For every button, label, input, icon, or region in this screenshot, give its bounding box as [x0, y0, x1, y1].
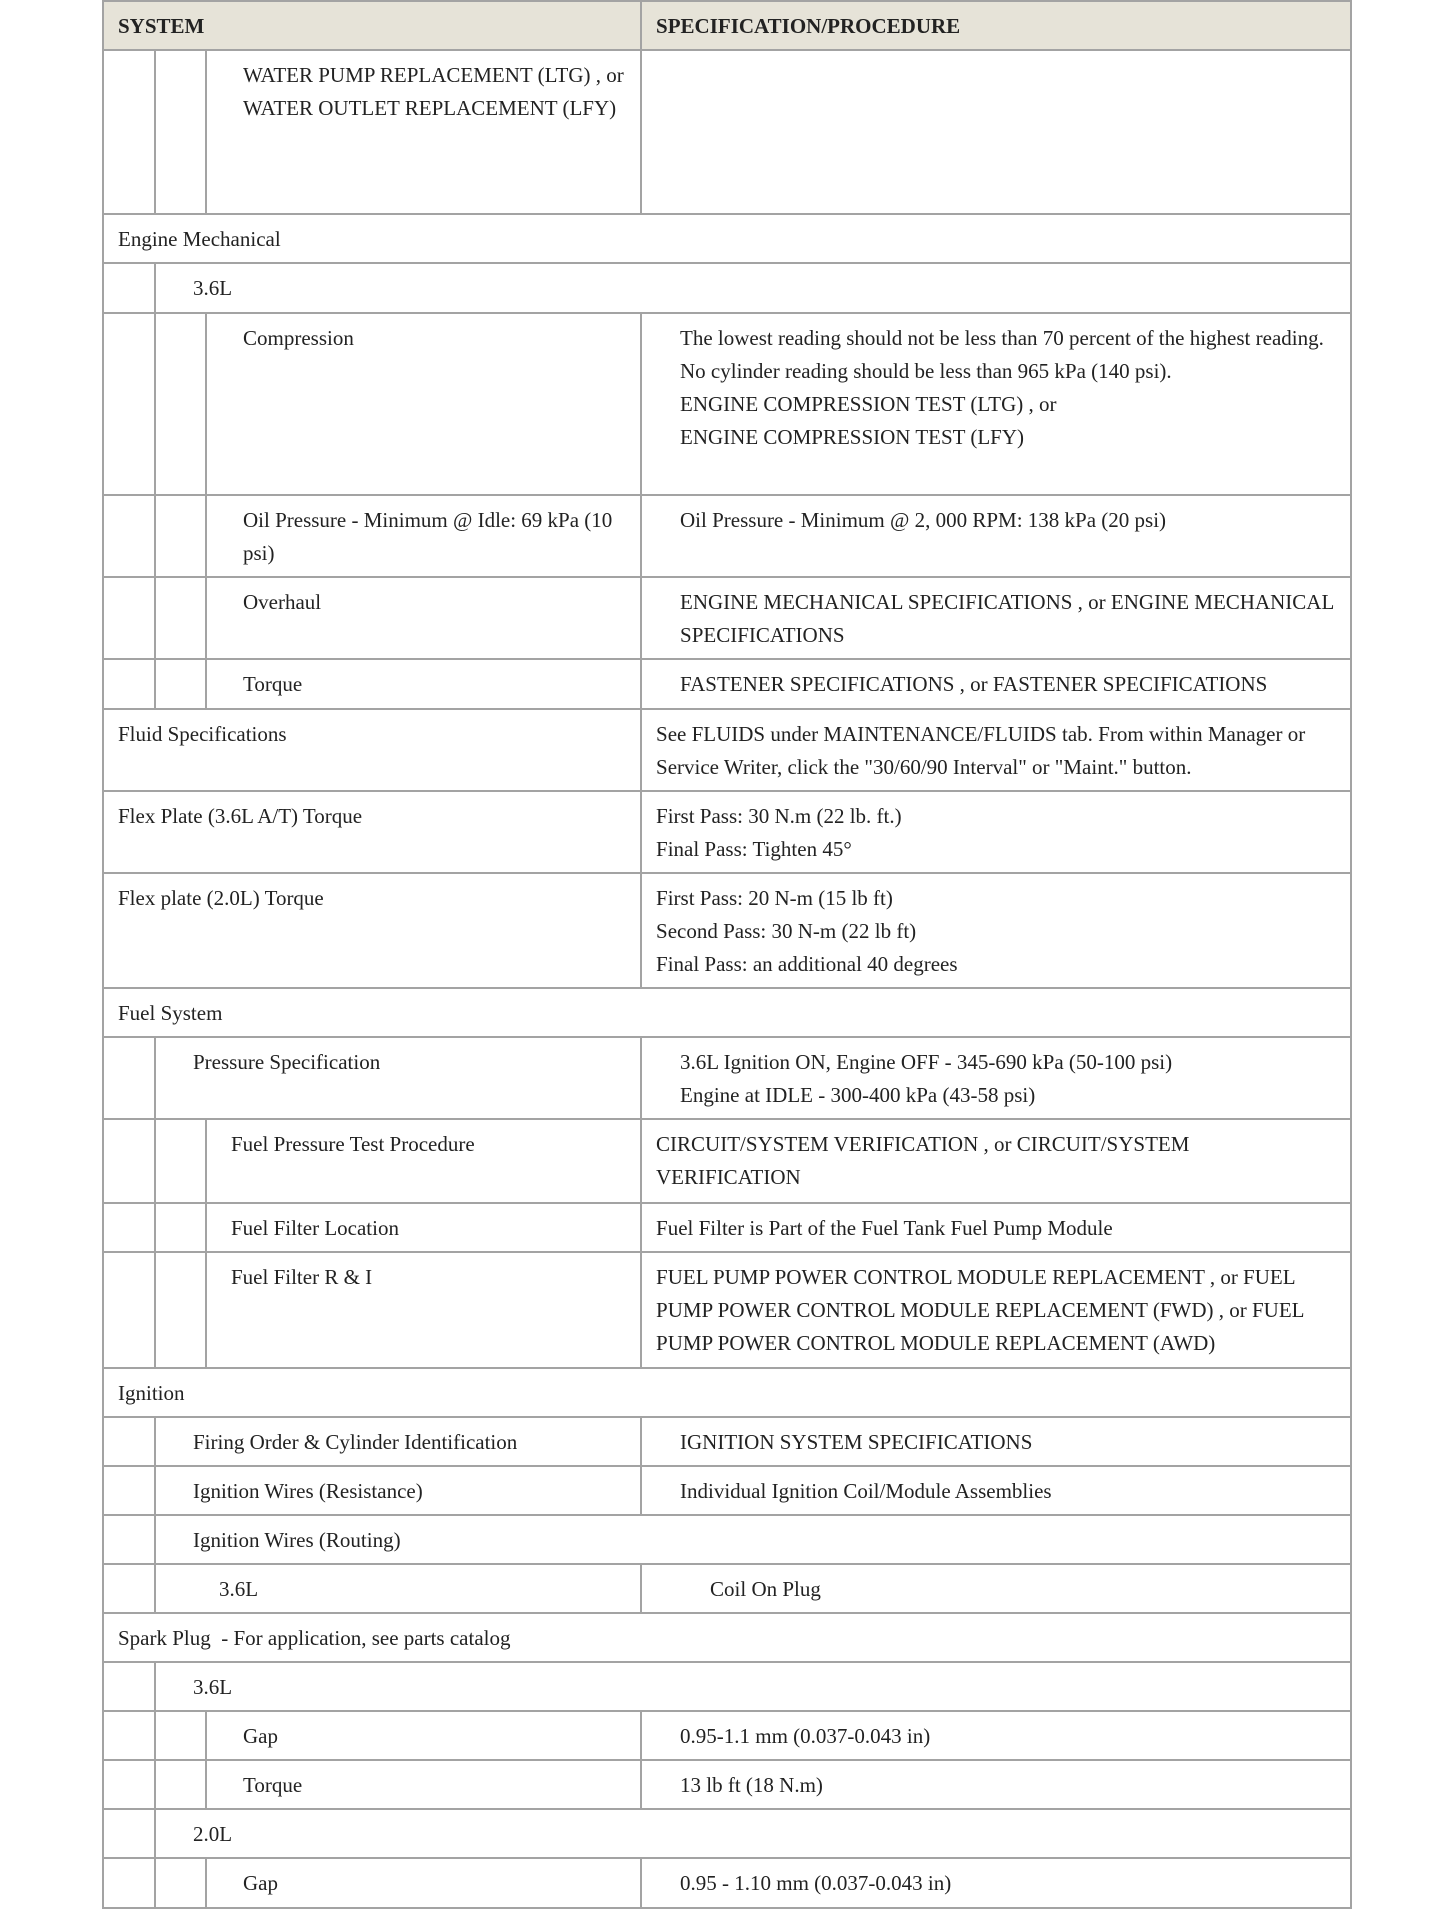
indent-cell [103, 1466, 155, 1515]
indent-cell [103, 1564, 155, 1613]
system-cell [103, 709, 641, 791]
system-label: 3.6L [193, 1675, 233, 1699]
indent-cell [155, 1711, 206, 1760]
specification-text: Second Pass: 30 N-m (22 lb ft) [656, 919, 917, 943]
indent-cell [155, 1203, 206, 1252]
indent-cell [103, 577, 155, 659]
table-row [103, 1564, 1351, 1613]
specification-cell [641, 1858, 1351, 1908]
system-label: Overhaul [243, 590, 322, 614]
table-row [103, 709, 1351, 791]
indent-cell [103, 1662, 155, 1711]
system-cell [103, 1368, 1351, 1417]
indent-cell [103, 495, 155, 577]
system-label: Flex Plate (3.6L A/T) Torque [118, 804, 363, 828]
specification-cell [641, 1760, 1351, 1809]
specification-text: IGNITION SYSTEM SPECIFICATIONS [680, 1430, 1033, 1454]
indent-cell [155, 1760, 206, 1809]
indent-cell [103, 659, 155, 709]
system-label: Fuel Filter Location [231, 1216, 399, 1240]
system-label: Torque [243, 672, 303, 696]
table-header-row [103, 1, 1351, 50]
system-label: Ignition Wires (Resistance) [193, 1479, 423, 1503]
indent-cell [155, 1252, 206, 1368]
specification-cell [641, 1203, 1351, 1252]
system-cell [155, 1037, 641, 1119]
specification-text: First Pass: 30 N.m (22 lb. ft.) [656, 804, 902, 828]
system-cell [103, 1613, 1351, 1662]
system-cell [206, 313, 641, 495]
system-label: Torque [243, 1773, 303, 1797]
system-label: Pressure Specification [193, 1050, 381, 1074]
system-label: Flex plate (2.0L) Torque [118, 886, 324, 910]
table-body [103, 50, 1351, 1908]
indent-cell [155, 50, 206, 214]
specification-text: Individual Ignition Coil/Module Assemblies [680, 1479, 1052, 1503]
system-cell [206, 495, 641, 577]
indent-cell [103, 1760, 155, 1809]
specification-text: ENGINE COMPRESSION TEST (LTG) , or [680, 392, 1057, 416]
specification-text: CIRCUIT/SYSTEM VERIFICATION , or CIRCUIT/SYSTEM VERIFICATION [656, 1132, 1190, 1189]
specification-cell [641, 1711, 1351, 1760]
system-label: 3.6L [193, 276, 233, 300]
system-label: Fluid Specifications [118, 722, 287, 746]
specification-cell [641, 1252, 1351, 1368]
system-cell [155, 1564, 641, 1613]
indent-cell [103, 1711, 155, 1760]
system-cell [206, 1858, 641, 1908]
table-row [103, 1037, 1351, 1119]
system-cell [155, 263, 1351, 313]
system-label: 3.6L [219, 1577, 259, 1601]
indent-cell [103, 313, 155, 495]
table-row [103, 1252, 1351, 1368]
system-label: Fuel Filter R & I [231, 1265, 373, 1289]
specification-text: FASTENER SPECIFICATIONS , or FASTENER SPECIFICATIONS [680, 672, 1268, 696]
system-cell [206, 577, 641, 659]
indent-cell [155, 313, 206, 495]
indent-cell [103, 1858, 155, 1908]
specification-text: 0.95-1.1 mm (0.037-0.043 in) [680, 1724, 931, 1748]
system-cell [206, 1119, 641, 1203]
specification-text: See FLUIDS under MAINTENANCE/FLUIDS tab. From within Manager or Service Writer, click the "30/60/90 Interval" or "Maint." button. [656, 722, 1306, 779]
specification-text: 0.95 - 1.10 mm (0.037-0.043 in) [680, 1871, 952, 1895]
indent-cell [103, 1809, 155, 1858]
system-cell [155, 1466, 641, 1515]
indent-cell [103, 1252, 155, 1368]
specification-text: First Pass: 20 N-m (15 lb ft) [656, 886, 893, 910]
specification-cell [641, 873, 1351, 988]
table-row [103, 988, 1351, 1037]
specification-text: The lowest reading should not be less than 70 percent of the highest reading. [680, 326, 1324, 350]
system-cell [206, 50, 641, 214]
specification-text: Oil Pressure - Minimum @ 2, 000 RPM: 138 kPa (20 psi) [680, 508, 1167, 532]
table-row [103, 1760, 1351, 1809]
system-label: Fuel Pressure Test Procedure [231, 1132, 475, 1156]
specification-cell [641, 1417, 1351, 1466]
specification-cell [641, 1564, 1351, 1613]
indent-cell [103, 50, 155, 214]
specification-cell [641, 659, 1351, 709]
system-label: Compression [243, 326, 354, 350]
system-label: Ignition [118, 1381, 185, 1405]
specification-text: Final Pass: Tighten 45° [656, 837, 852, 861]
specification-text: 13 lb ft (18 N.m) [680, 1773, 823, 1797]
specification-cell [641, 709, 1351, 791]
table-row [103, 1119, 1351, 1203]
system-cell [206, 1252, 641, 1368]
specification-text: ENGINE COMPRESSION TEST (LFY) [680, 425, 1025, 449]
system-cell [206, 659, 641, 709]
indent-cell [103, 1119, 155, 1203]
system-label: Engine Mechanical [118, 227, 281, 251]
indent-cell [103, 263, 155, 313]
table-row [103, 1662, 1351, 1711]
indent-cell [103, 1037, 155, 1119]
table-row [103, 1515, 1351, 1564]
system-label: WATER PUMP REPLACEMENT (LTG) , or WATER OUTLET REPLACEMENT (LFY) [243, 63, 629, 120]
indent-cell [103, 1203, 155, 1252]
system-cell [206, 1203, 641, 1252]
specification-text: ENGINE MECHANICAL SPECIFICATIONS , or ENGINE MECHANICAL SPECIFICATIONS [680, 590, 1334, 647]
system-label: Gap [243, 1724, 278, 1748]
system-column-header: SYSTEM [103, 1, 641, 50]
system-cell [103, 791, 641, 873]
specification-cell [641, 791, 1351, 873]
specification-text: Fuel Filter is Part of the Fuel Tank Fuel Pump Module [656, 1216, 1113, 1240]
table-row [103, 214, 1351, 263]
indent-cell [155, 577, 206, 659]
system-label: Firing Order & Cylinder Identification [193, 1430, 518, 1454]
system-label: Fuel System [118, 1001, 223, 1025]
system-cell [103, 988, 1351, 1037]
indent-cell [103, 1515, 155, 1564]
table-row [103, 791, 1351, 873]
indent-cell [155, 1858, 206, 1908]
table-row [103, 50, 1351, 214]
specification-text: No cylinder reading should be less than 965 kPa (140 psi). [680, 359, 1172, 383]
system-label: Gap [243, 1871, 278, 1895]
table-row [103, 873, 1351, 988]
table-row [103, 1466, 1351, 1515]
table-row [103, 1368, 1351, 1417]
system-cell [103, 214, 1351, 263]
system-cell [155, 1417, 641, 1466]
specification-text: Coil On Plug [710, 1577, 821, 1601]
specification-cell [641, 50, 1351, 214]
system-label: Spark Plug - For application, see parts catalog [118, 1626, 511, 1650]
specification-text: Engine at IDLE - 300-400 kPa (43-58 psi) [680, 1083, 1036, 1107]
system-cell [155, 1809, 1351, 1858]
table-row [103, 1809, 1351, 1858]
table-row [103, 577, 1351, 659]
table-row [103, 1417, 1351, 1466]
specification-cell [641, 495, 1351, 577]
indent-cell [155, 495, 206, 577]
specification-cell [641, 1119, 1351, 1203]
table-row [103, 1613, 1351, 1662]
system-label: Oil Pressure - Minimum @ Idle: 69 kPa (10 psi) [243, 508, 618, 565]
table-row [103, 1711, 1351, 1760]
table-row [103, 313, 1351, 495]
system-label: Ignition Wires (Routing) [193, 1528, 401, 1552]
table-row [103, 1858, 1351, 1908]
specification-cell [641, 1466, 1351, 1515]
specification-text: 3.6L Ignition ON, Engine OFF - 345-690 kPa (50-100 psi) [680, 1050, 1173, 1074]
table-row [103, 659, 1351, 709]
specification-text: FUEL PUMP POWER CONTROL MODULE REPLACEMENT , or FUEL PUMP POWER CONTROL MODULE REPLACEMENT (FWD) , or FUEL PUMP POWER CONTROL MODULE REPLACEMENT (AWD) [656, 1265, 1304, 1355]
system-cell [155, 1515, 1351, 1564]
table-row [103, 263, 1351, 313]
system-label: 2.0L [193, 1822, 233, 1846]
table-row [103, 495, 1351, 577]
table-row [103, 1203, 1351, 1252]
indent-cell [103, 1417, 155, 1466]
system-cell [103, 873, 641, 988]
system-cell [155, 1662, 1351, 1711]
specification-cell [641, 1037, 1351, 1119]
indent-cell [155, 1119, 206, 1203]
specification-text: Final Pass: an additional 40 degrees [656, 952, 958, 976]
indent-cell [155, 659, 206, 709]
specification-column-header: SPECIFICATION/PROCEDURE [641, 1, 1351, 50]
system-cell [206, 1711, 641, 1760]
specification-cell [641, 577, 1351, 659]
specification-cell [641, 313, 1351, 495]
system-cell [206, 1760, 641, 1809]
specifications-table [102, 0, 1352, 1909]
